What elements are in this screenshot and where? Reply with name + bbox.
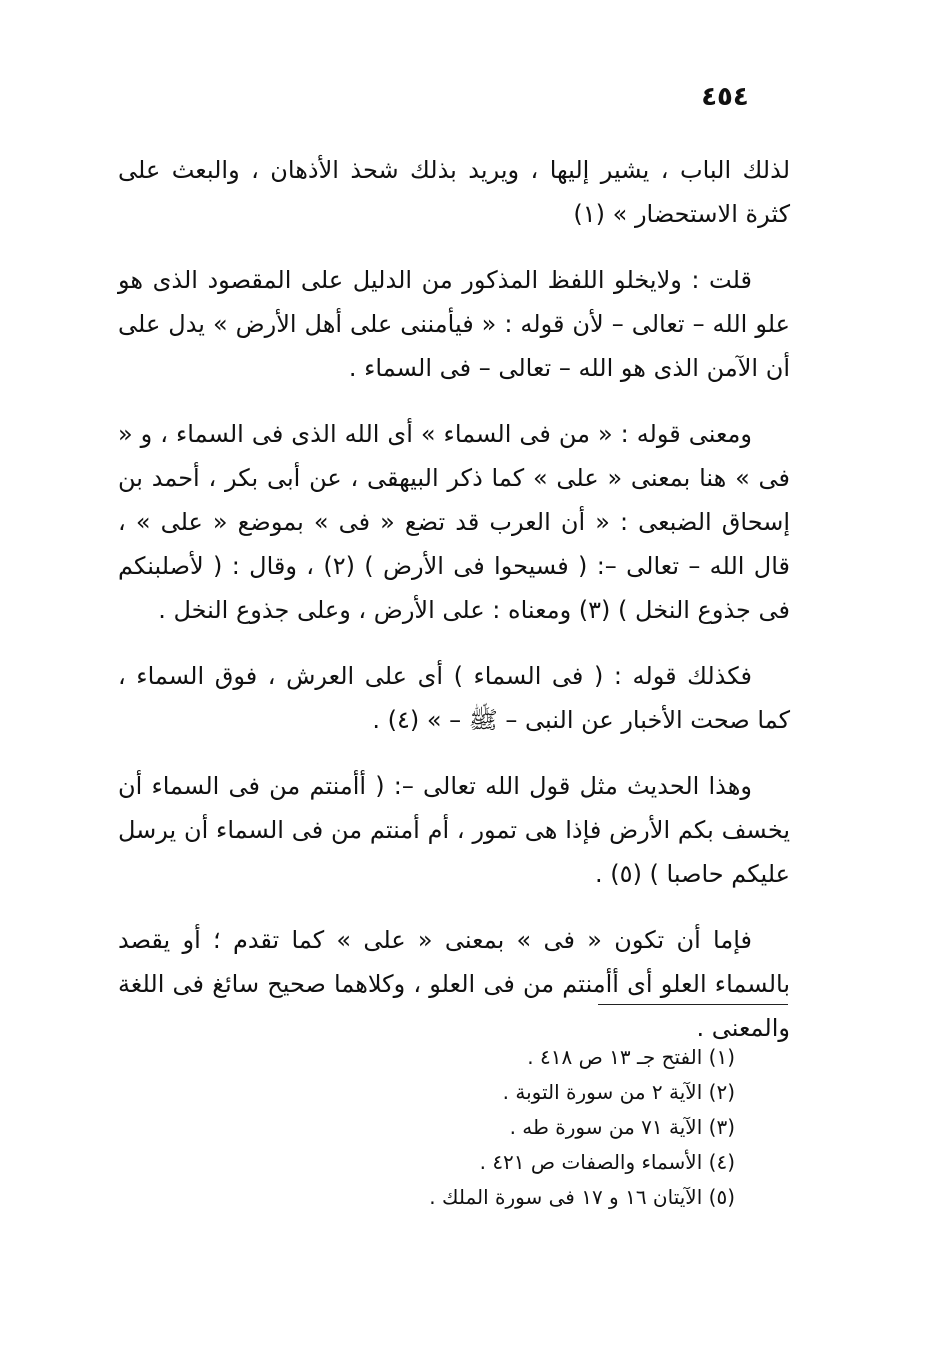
paragraph-3: ومعنى قوله : « من فى السماء » أى الله الذى فى السماء ، و « فى » هنا بمعنى « على » كما ذكر البيهقى ، عن أبى بكر ، أحمد بن إسحاق الضبعى : « أن العرب قد تضع « فى » بموضع « على » ، قال الله – تعالى –: ( فسيحوا فى الأرض ) (٢) ، وقال : ( لأصلبنكم فى جذوع النخل ) (٣) ومعناه : على الأرض ، وعلى جذوع النخل . <box>118 420 790 624</box>
page-number: ٤٥٤ <box>701 82 749 112</box>
footnote-5: (٥) الآيتان ١٦ و ١٧ فى سورة الملك . <box>429 1185 735 1209</box>
footnote-4: (٤) الأسماء والصفات ص ٤٢١ . <box>479 1150 735 1174</box>
main-text <box>118 148 790 1072</box>
paragraph-2: قلت : ولايخلو اللفظ المذكور من الدليل على المقصود الذى هو علو الله – تعالى – لأن قوله : « فيأمننى على أهل الأرض » يدل على أن الآمن الذى هو الله – تعالى – فى السماء . <box>118 266 790 382</box>
footnote-3: (٣) الآية ٧١ من سورة طه . <box>509 1115 735 1139</box>
footnotes <box>300 1040 735 1215</box>
footnote-1: (١) الفتح جـ ١٣ ص ٤١٨ . <box>527 1045 735 1069</box>
paragraph-6: فإما أن تكون « فى » بمعنى « على » كما تقدم ؛ أو يقصد بالسماء العلو أى أأمنتم من فى العلو ، وكلاهما صحيح سائغ فى اللغة والمعنى . <box>118 926 790 1042</box>
footnote-2: (٢) الآية ٢ من سورة التوبة . <box>502 1080 735 1104</box>
paragraph-4: فكذلك قوله : ( فى السماء ) أى على العرش ، فوق السماء ، كما صحت الأخبار عن النبى – ﷺ – » (٤) . <box>118 662 790 734</box>
paragraph-5: وهذا الحديث مثل قول الله تعالى –: ( أأمنتم من فى السماء أن يخسف بكم الأرض فإذا هى تمور ، أم أمنتم من فى السماء أن يرسل عليكم حاصبا ) (٥) . <box>118 772 790 888</box>
footnote-separator <box>598 1004 788 1005</box>
paragraph-1: لذلك الباب ، يشير إليها ، ويريد بذلك شحذ الأذهان ، والبعث على كثرة الاستحضار » (١) <box>118 156 790 228</box>
